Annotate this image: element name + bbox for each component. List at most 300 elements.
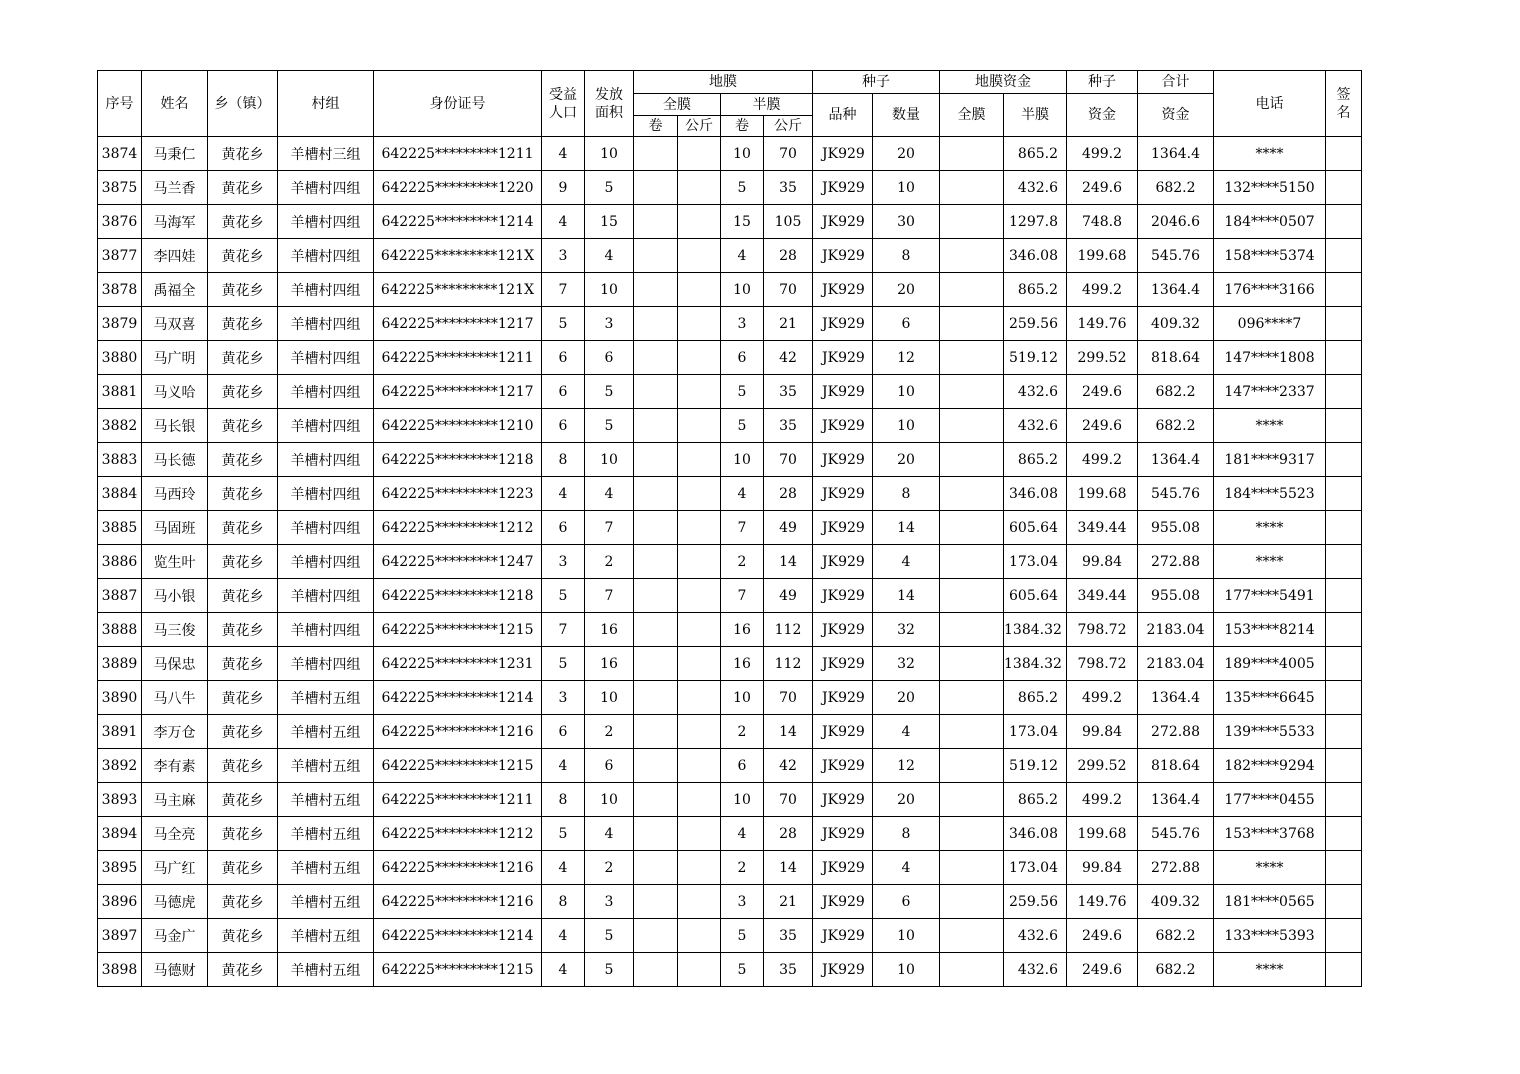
cell-full-kg: [678, 919, 721, 953]
cell-signature: [1326, 205, 1362, 239]
cell-phone: 182****9294: [1214, 749, 1326, 783]
cell-fund-half: 519.12: [1004, 341, 1067, 375]
cell-half-roll: 5: [721, 409, 764, 443]
cell-name: 马双喜: [142, 307, 208, 341]
table-row: [98, 817, 1362, 851]
cell-seq: 3898: [98, 953, 142, 987]
table-row: [98, 715, 1362, 749]
header-half-kg: 公斤: [764, 116, 813, 137]
cell-township: 黄花乡: [208, 647, 278, 681]
cell-signature: [1326, 579, 1362, 613]
cell-signature: [1326, 137, 1362, 171]
cell-fund-full: [940, 239, 1004, 273]
cell-fund-half: 432.6: [1004, 953, 1067, 987]
cell-village: 羊槽村五组: [278, 885, 374, 919]
cell-phone: 184****5523: [1214, 477, 1326, 511]
cell-fund-half: 346.08: [1004, 239, 1067, 273]
cell-township: 黄花乡: [208, 171, 278, 205]
cell-half-kg: 112: [764, 647, 813, 681]
header-half-film: 半膜: [721, 94, 813, 116]
cell-full-roll: [634, 137, 678, 171]
cell-full-roll: [634, 885, 678, 919]
table-row: [98, 443, 1362, 477]
cell-signature: [1326, 273, 1362, 307]
cell-village: 羊槽村五组: [278, 953, 374, 987]
table-row: [98, 137, 1362, 171]
cell-half-roll: 10: [721, 273, 764, 307]
cell-half-kg: 14: [764, 545, 813, 579]
cell-id-number: 642225*********121X: [374, 273, 542, 307]
table-row: [98, 647, 1362, 681]
header-signature: [1326, 71, 1362, 137]
cell-seed-fund: 249.6: [1067, 409, 1138, 443]
cell-name: 马长银: [142, 409, 208, 443]
cell-seed-quantity: 4: [873, 715, 940, 749]
cell-fund-full: [940, 919, 1004, 953]
cell-signature: [1326, 613, 1362, 647]
cell-fund-half: 865.2: [1004, 783, 1067, 817]
cell-signature: [1326, 307, 1362, 341]
cell-id-number: 642225*********1216: [374, 885, 542, 919]
cell-total: 545.76: [1138, 477, 1214, 511]
cell-full-roll: [634, 171, 678, 205]
cell-seed-fund: 99.84: [1067, 851, 1138, 885]
cell-variety: JK929: [813, 307, 873, 341]
cell-id-number: 642225*********1220: [374, 171, 542, 205]
cell-phone: 132****5150: [1214, 171, 1326, 205]
cell-variety: JK929: [813, 919, 873, 953]
cell-seed-quantity: 20: [873, 273, 940, 307]
cell-signature: [1326, 239, 1362, 273]
header-township: 乡（镇）: [208, 71, 278, 137]
table-header: [98, 71, 1362, 137]
cell-total: 682.2: [1138, 171, 1214, 205]
header-phone: 电话: [1214, 71, 1326, 137]
table-row: [98, 783, 1362, 817]
cell-seq: 3885: [98, 511, 142, 545]
cell-variety: JK929: [813, 715, 873, 749]
cell-township: 黄花乡: [208, 953, 278, 987]
cell-half-kg: 35: [764, 919, 813, 953]
cell-seed-fund: 249.6: [1067, 919, 1138, 953]
cell-beneficiaries: 6: [542, 511, 585, 545]
cell-name: 马德虎: [142, 885, 208, 919]
cell-beneficiaries: 6: [542, 375, 585, 409]
cell-seed-fund: 798.72: [1067, 613, 1138, 647]
cell-area: 5: [585, 409, 634, 443]
table-row: [98, 375, 1362, 409]
cell-name: 马三俊: [142, 613, 208, 647]
cell-fund-half: 259.56: [1004, 885, 1067, 919]
cell-half-roll: 6: [721, 749, 764, 783]
cell-beneficiaries: 4: [542, 477, 585, 511]
cell-beneficiaries: 3: [542, 545, 585, 579]
cell-total: 272.88: [1138, 851, 1214, 885]
table-row: [98, 239, 1362, 273]
cell-half-kg: 35: [764, 953, 813, 987]
cell-half-roll: 7: [721, 511, 764, 545]
cell-full-kg: [678, 137, 721, 171]
cell-seed-quantity: 10: [873, 953, 940, 987]
cell-id-number: 642225*********1216: [374, 715, 542, 749]
cell-full-kg: [678, 681, 721, 715]
cell-full-roll: [634, 817, 678, 851]
cell-area: 3: [585, 885, 634, 919]
cell-full-roll: [634, 851, 678, 885]
cell-half-roll: 3: [721, 885, 764, 919]
cell-total: 682.2: [1138, 409, 1214, 443]
cell-seq: 3892: [98, 749, 142, 783]
cell-seed-fund: 349.44: [1067, 579, 1138, 613]
cell-seq: 3880: [98, 341, 142, 375]
cell-half-roll: 10: [721, 443, 764, 477]
cell-variety: JK929: [813, 409, 873, 443]
cell-beneficiaries: 5: [542, 307, 585, 341]
cell-seq: 3879: [98, 307, 142, 341]
cell-phone: 147****1808: [1214, 341, 1326, 375]
cell-area: 10: [585, 783, 634, 817]
cell-beneficiaries: 6: [542, 409, 585, 443]
cell-signature: [1326, 409, 1362, 443]
header-seed: 种子: [813, 71, 940, 94]
distribution-table: [97, 70, 1362, 987]
cell-half-kg: 70: [764, 443, 813, 477]
cell-half-kg: 21: [764, 307, 813, 341]
cell-fund-full: [940, 885, 1004, 919]
cell-signature: [1326, 647, 1362, 681]
cell-signature: [1326, 851, 1362, 885]
cell-seq: 3883: [98, 443, 142, 477]
cell-fund-half: 605.64: [1004, 579, 1067, 613]
table-row: [98, 171, 1362, 205]
cell-village: 羊槽村四组: [278, 613, 374, 647]
cell-half-kg: 28: [764, 239, 813, 273]
cell-half-roll: 2: [721, 545, 764, 579]
cell-total: 545.76: [1138, 817, 1214, 851]
cell-id-number: 642225*********1214: [374, 205, 542, 239]
cell-seed-quantity: 14: [873, 579, 940, 613]
cell-id-number: 642225*********1215: [374, 613, 542, 647]
cell-name: 马小银: [142, 579, 208, 613]
cell-id-number: 642225*********1211: [374, 137, 542, 171]
header-seed-funds-bottom: 资金: [1067, 94, 1138, 137]
cell-township: 黄花乡: [208, 273, 278, 307]
cell-seq: 3894: [98, 817, 142, 851]
cell-half-kg: 112: [764, 613, 813, 647]
cell-beneficiaries: 8: [542, 783, 585, 817]
cell-total: 1364.4: [1138, 783, 1214, 817]
header-film-funds: 地膜资金: [940, 71, 1067, 94]
cell-seed-fund: 99.84: [1067, 715, 1138, 749]
cell-area: 5: [585, 953, 634, 987]
cell-beneficiaries: 5: [542, 647, 585, 681]
cell-phone: 176****3166: [1214, 273, 1326, 307]
cell-name: 马西玲: [142, 477, 208, 511]
cell-id-number: 642225*********1214: [374, 681, 542, 715]
cell-id-number: 642225*********1216: [374, 851, 542, 885]
cell-seed-fund: 499.2: [1067, 137, 1138, 171]
cell-full-kg: [678, 749, 721, 783]
cell-half-kg: 35: [764, 171, 813, 205]
cell-phone: ****: [1214, 409, 1326, 443]
cell-full-kg: [678, 613, 721, 647]
cell-seed-quantity: 32: [873, 647, 940, 681]
cell-full-roll: [634, 477, 678, 511]
cell-signature: [1326, 477, 1362, 511]
cell-seed-quantity: 20: [873, 783, 940, 817]
cell-signature: [1326, 919, 1362, 953]
cell-fund-half: 173.04: [1004, 545, 1067, 579]
cell-beneficiaries: 4: [542, 749, 585, 783]
cell-full-roll: [634, 715, 678, 749]
cell-seed-quantity: 6: [873, 885, 940, 919]
cell-half-kg: 49: [764, 511, 813, 545]
cell-seq: 3890: [98, 681, 142, 715]
cell-total: 2183.04: [1138, 647, 1214, 681]
cell-phone: 181****0565: [1214, 885, 1326, 919]
cell-full-roll: [634, 205, 678, 239]
cell-id-number: 642225*********1215: [374, 749, 542, 783]
cell-phone: 189****4005: [1214, 647, 1326, 681]
cell-area: 10: [585, 681, 634, 715]
cell-signature: [1326, 953, 1362, 987]
cell-fund-full: [940, 851, 1004, 885]
table-row: [98, 545, 1362, 579]
header-variety: 品种: [813, 94, 873, 137]
cell-seed-quantity: 12: [873, 341, 940, 375]
cell-beneficiaries: 9: [542, 171, 585, 205]
cell-name: 马金广: [142, 919, 208, 953]
cell-seed-fund: 499.2: [1067, 273, 1138, 307]
cell-name: 马八牛: [142, 681, 208, 715]
cell-full-roll: [634, 409, 678, 443]
cell-phone: 147****2337: [1214, 375, 1326, 409]
cell-signature: [1326, 715, 1362, 749]
cell-area: 4: [585, 817, 634, 851]
cell-seed-quantity: 32: [873, 613, 940, 647]
cell-name: 李有素: [142, 749, 208, 783]
cell-id-number: 642225*********121X: [374, 239, 542, 273]
cell-beneficiaries: 4: [542, 137, 585, 171]
cell-fund-full: [940, 477, 1004, 511]
cell-total: 1364.4: [1138, 681, 1214, 715]
cell-village: 羊槽村五组: [278, 919, 374, 953]
cell-id-number: 642225*********1211: [374, 783, 542, 817]
cell-area: 10: [585, 137, 634, 171]
cell-half-roll: 10: [721, 783, 764, 817]
cell-full-roll: [634, 341, 678, 375]
cell-total: 682.2: [1138, 953, 1214, 987]
cell-fund-half: 1384.32: [1004, 647, 1067, 681]
cell-seq: 3884: [98, 477, 142, 511]
cell-name: 马海军: [142, 205, 208, 239]
cell-township: 黄花乡: [208, 851, 278, 885]
cell-variety: JK929: [813, 783, 873, 817]
cell-area: 10: [585, 443, 634, 477]
cell-variety: JK929: [813, 647, 873, 681]
cell-full-kg: [678, 851, 721, 885]
cell-id-number: 642225*********1212: [374, 511, 542, 545]
cell-area: 15: [585, 205, 634, 239]
cell-area: 2: [585, 545, 634, 579]
cell-fund-full: [940, 137, 1004, 171]
cell-full-kg: [678, 341, 721, 375]
cell-fund-half: 432.6: [1004, 919, 1067, 953]
cell-village: 羊槽村五组: [278, 749, 374, 783]
cell-fund-half: 865.2: [1004, 681, 1067, 715]
cell-seq: 3874: [98, 137, 142, 171]
cell-seed-quantity: 4: [873, 545, 940, 579]
cell-village: 羊槽村三组: [278, 137, 374, 171]
header-area-text: 发放面积: [595, 86, 623, 121]
cell-fund-half: 519.12: [1004, 749, 1067, 783]
cell-id-number: 642225*********1247: [374, 545, 542, 579]
cell-beneficiaries: 8: [542, 443, 585, 477]
cell-full-roll: [634, 783, 678, 817]
cell-fund-half: 259.56: [1004, 307, 1067, 341]
cell-full-roll: [634, 375, 678, 409]
table-row: [98, 511, 1362, 545]
cell-name: 马主麻: [142, 783, 208, 817]
cell-phone: ****: [1214, 511, 1326, 545]
header-full-film: 全膜: [634, 94, 721, 116]
cell-full-kg: [678, 953, 721, 987]
cell-township: 黄花乡: [208, 783, 278, 817]
header-funds-full: 全膜: [940, 94, 1004, 137]
cell-fund-full: [940, 647, 1004, 681]
cell-seq: 3896: [98, 885, 142, 919]
cell-full-kg: [678, 783, 721, 817]
cell-village: 羊槽村五组: [278, 783, 374, 817]
cell-seed-quantity: 12: [873, 749, 940, 783]
cell-id-number: 642225*********1210: [374, 409, 542, 443]
cell-area: 4: [585, 477, 634, 511]
cell-beneficiaries: 3: [542, 239, 585, 273]
table-row: [98, 681, 1362, 715]
cell-area: 7: [585, 579, 634, 613]
cell-phone: 139****5533: [1214, 715, 1326, 749]
cell-signature: [1326, 817, 1362, 851]
cell-half-kg: 42: [764, 749, 813, 783]
cell-fund-half: 173.04: [1004, 851, 1067, 885]
cell-id-number: 642225*********1218: [374, 443, 542, 477]
cell-total: 682.2: [1138, 919, 1214, 953]
cell-area: 6: [585, 749, 634, 783]
cell-id-number: 642225*********1211: [374, 341, 542, 375]
cell-name: 马秉仁: [142, 137, 208, 171]
cell-signature: [1326, 171, 1362, 205]
cell-variety: JK929: [813, 613, 873, 647]
cell-village: 羊槽村五组: [278, 817, 374, 851]
cell-seq: 3895: [98, 851, 142, 885]
cell-half-kg: 21: [764, 885, 813, 919]
cell-township: 黄花乡: [208, 885, 278, 919]
cell-phone: 158****5374: [1214, 239, 1326, 273]
header-film: 地膜: [634, 71, 813, 94]
cell-full-roll: [634, 545, 678, 579]
cell-half-roll: 5: [721, 953, 764, 987]
cell-variety: JK929: [813, 375, 873, 409]
cell-township: 黄花乡: [208, 715, 278, 749]
cell-full-kg: [678, 205, 721, 239]
cell-total: 272.88: [1138, 545, 1214, 579]
cell-half-roll: 5: [721, 375, 764, 409]
cell-name: 马全亮: [142, 817, 208, 851]
cell-beneficiaries: 4: [542, 851, 585, 885]
cell-half-roll: 10: [721, 137, 764, 171]
cell-fund-half: 865.2: [1004, 137, 1067, 171]
cell-fund-full: [940, 375, 1004, 409]
cell-half-roll: 6: [721, 341, 764, 375]
cell-half-kg: 35: [764, 409, 813, 443]
cell-area: 5: [585, 919, 634, 953]
cell-township: 黄花乡: [208, 545, 278, 579]
cell-fund-full: [940, 171, 1004, 205]
header-full-roll: 卷: [634, 116, 678, 137]
cell-seq: 3889: [98, 647, 142, 681]
cell-signature: [1326, 885, 1362, 919]
cell-name: 李万仓: [142, 715, 208, 749]
cell-township: 黄花乡: [208, 749, 278, 783]
cell-variety: JK929: [813, 851, 873, 885]
cell-area: 7: [585, 511, 634, 545]
cell-total: 409.32: [1138, 307, 1214, 341]
cell-full-roll: [634, 681, 678, 715]
cell-total: 272.88: [1138, 715, 1214, 749]
cell-seed-fund: 748.8: [1067, 205, 1138, 239]
cell-village: 羊槽村四组: [278, 443, 374, 477]
cell-variety: JK929: [813, 817, 873, 851]
cell-seed-quantity: 20: [873, 681, 940, 715]
cell-seed-fund: 499.2: [1067, 783, 1138, 817]
cell-seq: 3878: [98, 273, 142, 307]
cell-full-roll: [634, 647, 678, 681]
cell-township: 黄花乡: [208, 375, 278, 409]
cell-township: 黄花乡: [208, 579, 278, 613]
cell-name: 禹福全: [142, 273, 208, 307]
cell-fund-half: 173.04: [1004, 715, 1067, 749]
cell-township: 黄花乡: [208, 511, 278, 545]
cell-beneficiaries: 7: [542, 613, 585, 647]
header-funds-half: 半膜: [1004, 94, 1067, 137]
cell-village: 羊槽村四组: [278, 307, 374, 341]
cell-seed-fund: 199.68: [1067, 239, 1138, 273]
cell-village: 羊槽村五组: [278, 715, 374, 749]
cell-total: 1364.4: [1138, 137, 1214, 171]
table-body: [98, 137, 1362, 987]
cell-half-kg: 49: [764, 579, 813, 613]
cell-seq: 3886: [98, 545, 142, 579]
cell-fund-half: 432.6: [1004, 375, 1067, 409]
table-row: [98, 273, 1362, 307]
cell-variety: JK929: [813, 239, 873, 273]
cell-seed-fund: 499.2: [1067, 443, 1138, 477]
cell-full-roll: [634, 511, 678, 545]
table-row: [98, 205, 1362, 239]
cell-beneficiaries: 4: [542, 205, 585, 239]
cell-half-kg: 105: [764, 205, 813, 239]
cell-seed-quantity: 8: [873, 239, 940, 273]
cell-phone: 133****5393: [1214, 919, 1326, 953]
cell-signature: [1326, 375, 1362, 409]
cell-full-kg: [678, 885, 721, 919]
cell-phone: 135****6645: [1214, 681, 1326, 715]
cell-half-kg: 35: [764, 375, 813, 409]
header-beneficiaries: [542, 71, 585, 137]
cell-total: 545.76: [1138, 239, 1214, 273]
cell-seed-fund: 798.72: [1067, 647, 1138, 681]
table-row: [98, 477, 1362, 511]
